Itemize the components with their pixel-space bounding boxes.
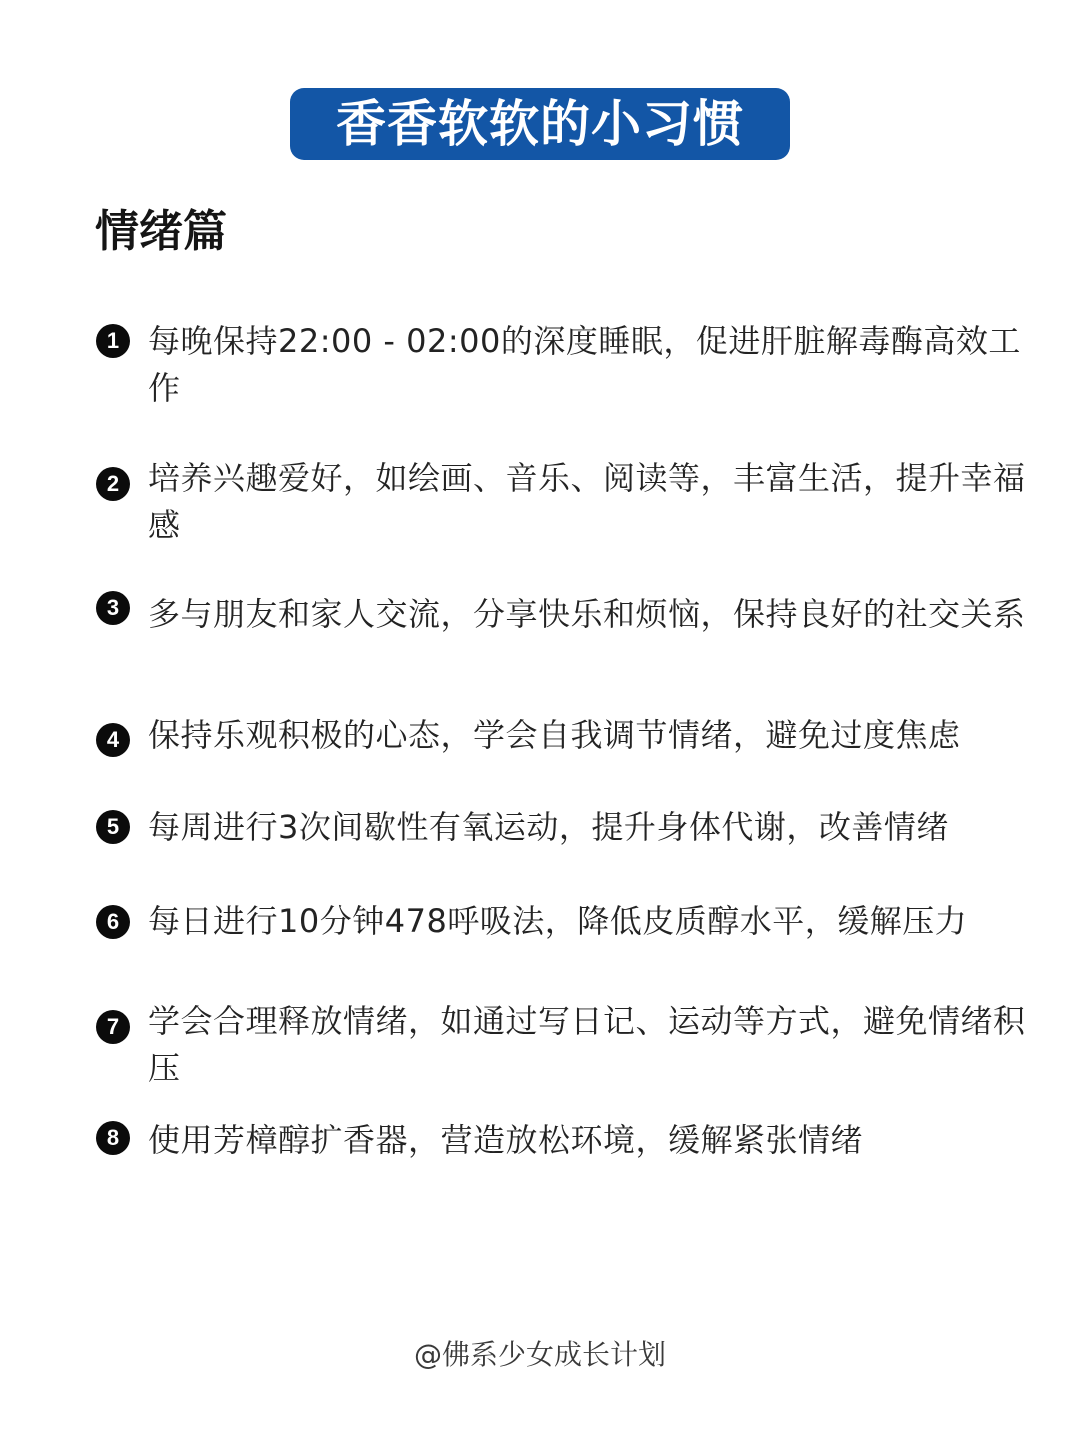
list-item-text: 保持乐观积极的心态，学会自我调节情绪，避免过度焦虑 [148,716,961,754]
title-banner [290,88,790,160]
list-item-text: 每晚保持22:00 - 02:00的深度睡眠，促进肝脏解毒酶高效工作 [148,322,1021,407]
number-badge: 4 [96,723,130,757]
section-heading: 情绪篇 [95,206,227,257]
list-item-text: 多与朋友和家人交流，分享快乐和烦恼，保持良好的社交关系 [148,595,1026,633]
number-badge: 7 [96,1010,130,1044]
number-badge: 3 [96,591,130,625]
number-badge: 6 [96,905,130,939]
page-title: 香香软软的小习惯 [336,95,744,153]
list-item-text: 学会合理释放情绪，如通过写日记、运动等方式，避免情绪积压 [148,1002,1026,1087]
list-item-text: 培养兴趣爱好，如绘画、音乐、阅读等，丰富生活，提升幸福感 [148,459,1026,544]
number-badge: 8 [96,1121,130,1155]
number-badge: 2 [96,467,130,501]
number-badge: 1 [96,324,130,358]
author-credit: @佛系少女成长计划 [413,1338,666,1371]
list-item-text: 每周进行3次间歇性有氧运动，提升身体代谢，改善情绪 [148,808,949,846]
number-badge: 5 [96,810,130,844]
list-item-text: 使用芳樟醇扩香器，营造放松环境，缓解紧张情绪 [148,1121,864,1159]
list-item-text: 每日进行10分钟478呼吸法，降低皮质醇水平，缓解压力 [148,902,968,940]
